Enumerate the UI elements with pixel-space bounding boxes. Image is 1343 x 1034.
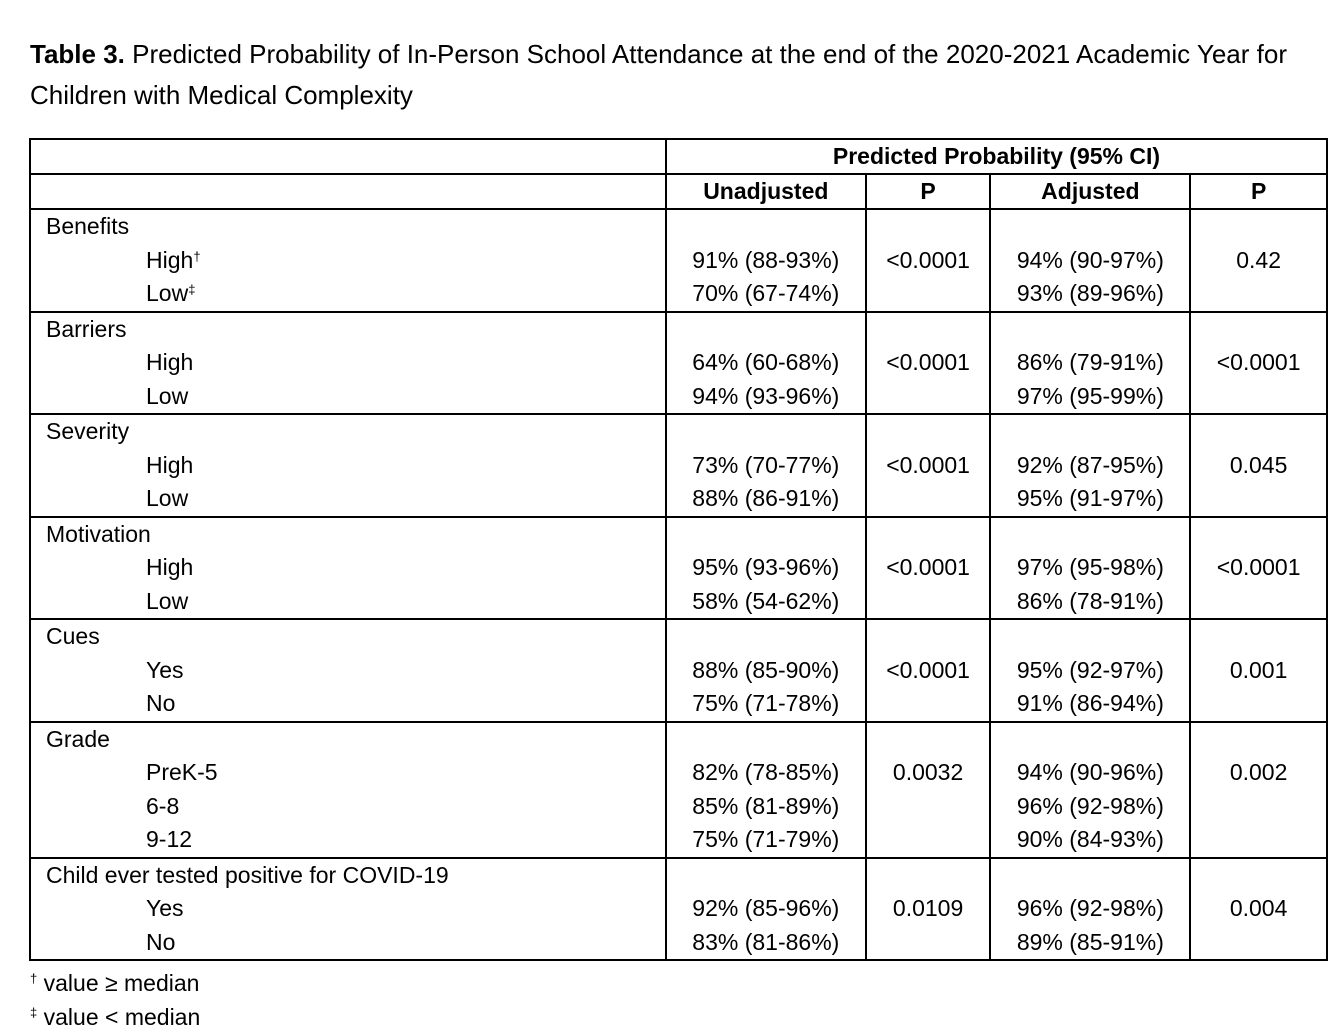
footnote-mark: ‡	[188, 282, 196, 297]
probability-value: 58% (54-62%)	[692, 587, 840, 614]
level-label	[31, 449, 665, 483]
p-adjusted-cell	[1190, 722, 1327, 858]
probability-value: 89% (85-91%)	[1016, 928, 1164, 955]
p-value: <0.0001	[886, 554, 970, 580]
unadjusted-cell	[666, 209, 866, 312]
p-value: <0.0001	[886, 656, 970, 683]
level-label	[31, 756, 665, 790]
level-text: Yes	[146, 656, 184, 683]
level-label	[31, 790, 665, 824]
level-text: PreK-5	[146, 759, 218, 785]
level-text: 9-12	[146, 826, 193, 852]
p-adjusted-cell	[1190, 209, 1327, 312]
probability-value: 93% (89-96%)	[1016, 280, 1164, 306]
p-value: 0.42	[1236, 246, 1281, 273]
level-label	[31, 654, 665, 688]
footnote-mark: †	[193, 248, 201, 264]
p-adjusted-cell	[1190, 414, 1327, 517]
row-label-cell	[30, 722, 666, 858]
p-unadjusted-cell	[866, 722, 991, 858]
row-label-cell	[30, 517, 666, 620]
level-label	[31, 346, 665, 380]
p-value: <0.0001	[1216, 349, 1301, 375]
adjusted-cell	[990, 312, 1190, 415]
adjusted-cell	[990, 517, 1190, 620]
category-label: Benefits	[46, 213, 130, 239]
table-row-group	[30, 722, 1327, 858]
footnote-mark: ‡	[30, 1005, 38, 1020]
probability-value: 95% (91-97%)	[1016, 485, 1164, 511]
category-label: Cues	[46, 623, 100, 649]
level-label	[31, 551, 665, 585]
unadjusted-cell	[666, 858, 866, 961]
row-label-cell	[30, 619, 666, 722]
p-value: 0.0032	[892, 759, 964, 785]
probability-value: 94% (90-97%)	[1016, 246, 1164, 273]
level-label	[31, 823, 665, 857]
header-empty-cell	[30, 174, 666, 209]
level-label	[31, 585, 665, 619]
footnote-mark: †	[30, 971, 38, 986]
table-row-group	[30, 517, 1327, 620]
header-p-adjusted: P	[1190, 174, 1327, 209]
probability-value: 75% (71-79%)	[692, 826, 840, 852]
p-adjusted-cell	[1190, 312, 1327, 415]
header-row-span	[30, 139, 1327, 174]
probability-value: 85% (81-89%)	[692, 792, 840, 819]
probability-value: 86% (78-91%)	[1016, 587, 1164, 614]
level-text: 6-8	[146, 792, 180, 819]
unadjusted-cell	[666, 517, 866, 620]
row-label-cell	[30, 414, 666, 517]
level-text: High	[146, 246, 194, 273]
row-label-cell	[30, 858, 666, 961]
p-value: 0.001	[1229, 656, 1288, 683]
table-row-group	[30, 858, 1327, 961]
probability-value: 91% (86-94%)	[1016, 690, 1164, 716]
probability-value: 83% (81-86%)	[692, 928, 840, 955]
p-value: 0.004	[1229, 895, 1288, 921]
table-caption: Predicted Probability of In-Person School Attendance at the end of the 2020-2021 Academic Year for Children with Medical Complexity	[30, 39, 1287, 110]
p-value: 0.002	[1229, 759, 1288, 785]
category-label: Motivation	[46, 520, 151, 547]
p-value: 0.0109	[892, 895, 964, 921]
probability-value: 73% (70-77%)	[692, 451, 840, 478]
level-label	[31, 892, 665, 926]
p-value: <0.0001	[886, 451, 970, 478]
p-unadjusted-cell	[866, 858, 991, 961]
level-text: High	[146, 349, 194, 375]
p-unadjusted-cell	[866, 414, 991, 517]
probability-value: 91% (88-93%)	[692, 246, 840, 273]
p-value: <0.0001	[886, 246, 970, 273]
level-text: Low	[146, 485, 189, 511]
footnotes	[30, 966, 200, 1034]
level-text: Low	[146, 280, 189, 306]
footnote-2	[30, 1000, 200, 1034]
probability-value: 92% (85-96%)	[692, 895, 840, 921]
unadjusted-cell	[666, 722, 866, 858]
probability-value: 96% (92-98%)	[1016, 792, 1164, 819]
row-label-cell	[30, 312, 666, 415]
header-row-columns	[30, 174, 1327, 209]
probability-value: 95% (92-97%)	[1016, 656, 1164, 683]
level-text: Yes	[146, 895, 184, 921]
footnote-text: value < median	[37, 1004, 201, 1030]
p-adjusted-cell	[1190, 619, 1327, 722]
footnote-1	[30, 966, 200, 1000]
adjusted-cell	[990, 414, 1190, 517]
probability-value: 97% (95-98%)	[1016, 554, 1164, 580]
probability-value: 64% (60-68%)	[692, 349, 840, 375]
table-row-group	[30, 312, 1327, 415]
category-label: Severity	[46, 418, 130, 444]
probability-value: 90% (84-93%)	[1016, 826, 1164, 852]
p-unadjusted-cell	[866, 619, 991, 722]
unadjusted-cell	[666, 619, 866, 722]
probability-value: 88% (85-90%)	[692, 656, 840, 683]
p-unadjusted-cell	[866, 517, 991, 620]
table-number: Table 3.	[30, 39, 125, 69]
probability-value: 92% (87-95%)	[1016, 451, 1164, 478]
unadjusted-cell	[666, 312, 866, 415]
level-label	[31, 277, 665, 311]
probability-value: 94% (93-96%)	[692, 382, 840, 409]
probability-value: 94% (90-96%)	[1016, 759, 1164, 785]
results-table	[29, 138, 1328, 961]
adjusted-cell	[990, 619, 1190, 722]
level-label	[31, 926, 665, 960]
adjusted-cell	[990, 722, 1190, 858]
level-text: High	[146, 451, 194, 478]
probability-value: 95% (93-96%)	[692, 554, 840, 580]
p-unadjusted-cell	[866, 209, 991, 312]
level-text: Low	[146, 587, 189, 614]
p-value: <0.0001	[1216, 554, 1301, 580]
probability-value: 82% (78-85%)	[692, 759, 840, 785]
level-label	[31, 482, 665, 516]
header-span-label: Predicted Probability (95% CI)	[666, 139, 1327, 174]
probability-value: 86% (79-91%)	[1016, 349, 1164, 375]
header-empty-cell	[30, 139, 666, 174]
table-row-group	[30, 414, 1327, 517]
probability-value: 97% (95-99%)	[1016, 382, 1164, 409]
p-unadjusted-cell	[866, 312, 991, 415]
table-row-group	[30, 209, 1327, 312]
footnote-text: value ≥ median	[37, 970, 200, 996]
level-label	[31, 687, 665, 721]
level-text: No	[146, 928, 176, 955]
table-title	[30, 34, 1320, 116]
header-adjusted: Adjusted	[990, 174, 1190, 209]
row-label-cell	[30, 209, 666, 312]
category-label: Barriers	[46, 315, 127, 342]
probability-value: 96% (92-98%)	[1016, 895, 1164, 921]
level-text: High	[146, 554, 194, 580]
p-adjusted-cell	[1190, 517, 1327, 620]
p-value: 0.045	[1229, 451, 1288, 478]
adjusted-cell	[990, 209, 1190, 312]
probability-value: 88% (86-91%)	[692, 485, 840, 511]
table-row-group	[30, 619, 1327, 722]
header-unadjusted: Unadjusted	[666, 174, 866, 209]
level-text: No	[146, 690, 176, 716]
header-p-unadjusted: P	[866, 174, 991, 209]
level-label	[31, 244, 665, 278]
level-text: Low	[146, 382, 189, 409]
adjusted-cell	[990, 858, 1190, 961]
p-adjusted-cell	[1190, 858, 1327, 961]
category-label: Child ever tested positive for COVID-19	[46, 861, 449, 888]
probability-value: 70% (67-74%)	[692, 280, 840, 306]
p-value: <0.0001	[886, 349, 970, 375]
category-label: Grade	[46, 725, 110, 752]
level-label	[31, 380, 665, 414]
unadjusted-cell	[666, 414, 866, 517]
probability-value: 75% (71-78%)	[692, 690, 840, 716]
